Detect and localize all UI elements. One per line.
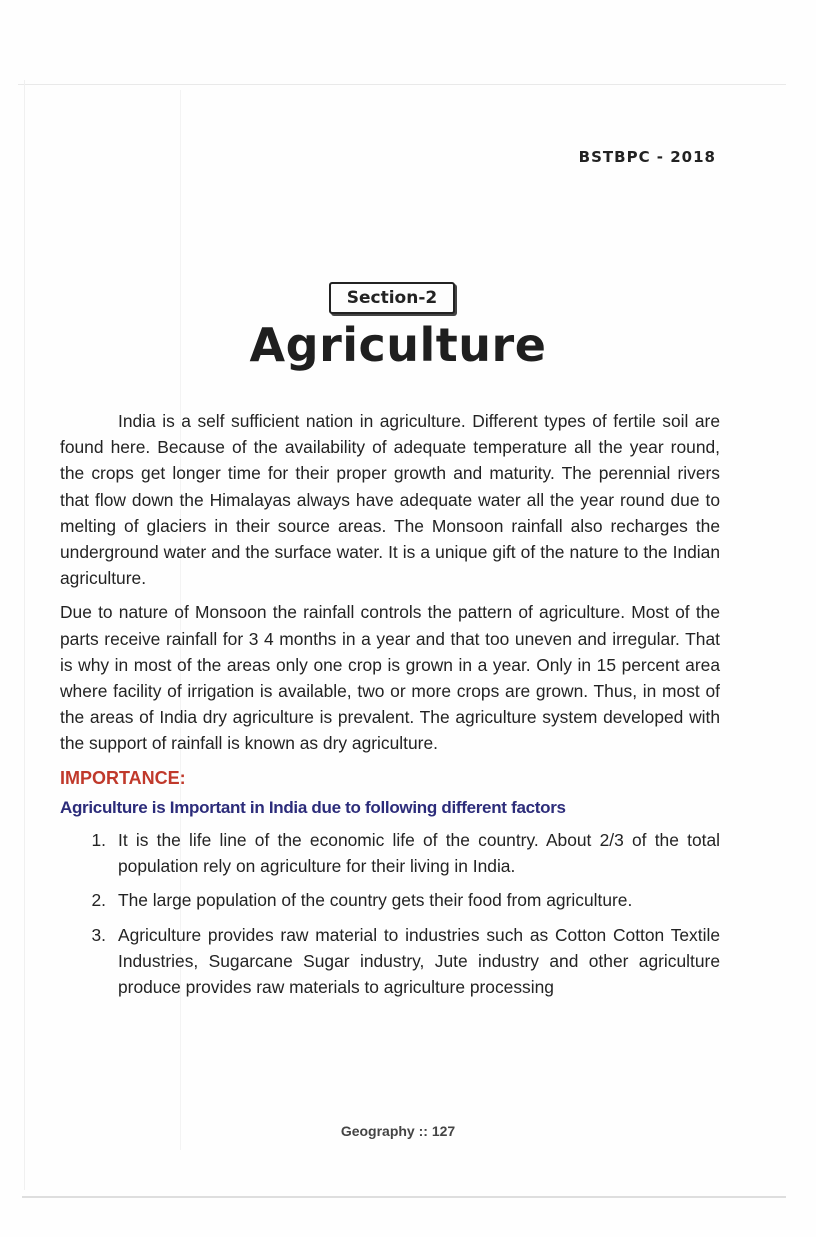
page-edge-left	[24, 80, 25, 1190]
list-item	[60, 827, 720, 879]
list-item	[60, 887, 720, 913]
list-item-text: It is the life line of the economic life of the country. About 2/3 of the total population rely on agriculture for their living in India.	[118, 830, 720, 877]
page-title: Agriculture	[249, 318, 547, 372]
section-label: Section-2	[329, 282, 455, 314]
page-edge-bottom	[22, 1196, 786, 1198]
page-edge-top	[18, 84, 786, 85]
list-item	[60, 922, 720, 1001]
body-text	[60, 408, 720, 1008]
paragraph-monsoon: Due to nature of Monsoon the rainfall controls the pattern of agriculture. Most of the parts receive rainfall for 3 4 months in a year and that too uneven and irregular. That is why in most of the areas only one crop is grown in a year. Only in 15 percent area where facility of irrigation is available, two or more crops are grown. Thus, in most of the areas of India dry agriculture is prevalent. The agriculture system developed with the support of rainfall is known as dry agriculture.	[60, 602, 720, 754]
list-item-number: 3.	[91, 924, 106, 945]
list-item-text: Agriculture provides raw material to industries such as Cotton Cotton Textile Industries, Sugarcane Sugar industry, Jute industry and other agriculture produce provides raw materials to agriculture processing	[118, 924, 720, 998]
factors-heading: Agriculture is Important in India due to following different factors	[60, 797, 566, 817]
document-code: BSTBPC - 2018	[578, 148, 716, 166]
list-item-number: 2.	[91, 890, 106, 911]
page-footer: Geography :: 127	[340, 1123, 456, 1139]
list-item-number: 1.	[91, 830, 106, 851]
factors-list	[60, 827, 720, 1000]
paragraph-intro: India is a self sufficient nation in agriculture. Different types of fertile soil are found here. Because of the availability of adequate temperature all the year round, the crops get longer time for their proper growth and maturity. The perennial rivers that flow down the Himalayas always have adequate water all the year round due to melting of glaciers in their source areas. The Monsoon rainfall also recharges the underground water and the surface water. It is a unique gift of the nature to the Indian agriculture.	[60, 411, 720, 589]
importance-heading: IMPORTANCE:	[60, 767, 186, 788]
list-item-text: The large population of the country gets their food from agriculture.	[118, 890, 633, 911]
